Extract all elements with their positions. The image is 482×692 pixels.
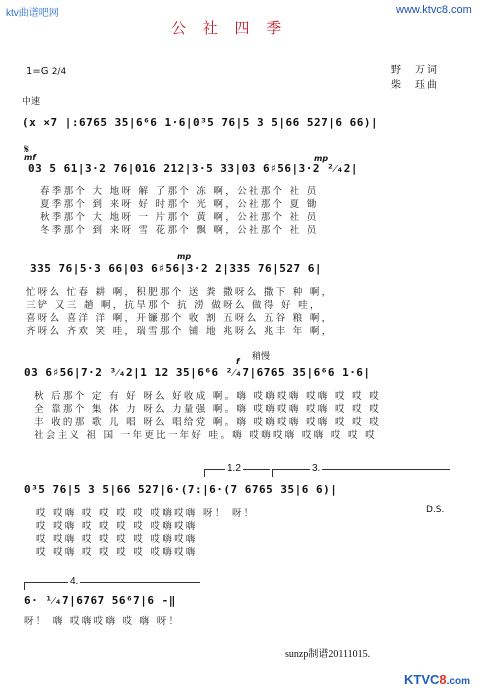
volta-bracket-2-edge — [272, 469, 273, 477]
watermark-right: www.ktvc8.com — [396, 4, 472, 16]
lyric-line: 夏季那个 到 来呀 好 时那个 光 啊，公社那个 夏 锄 — [40, 199, 319, 210]
tempo-change-marking: 稍慢 — [252, 352, 271, 362]
lyric-line: 全 靠那个 集 体 力 呀么 力量强 啊。嗨 哎嗨哎嗨 哎嗨 哎 哎 哎 — [34, 404, 382, 415]
dynamic-marking: mp — [314, 154, 329, 163]
score-row-2: 335 76|5·3 66|03 6♯56|3·2 2|335 76|527 6| — [30, 262, 323, 275]
key-signature — [26, 66, 66, 77]
lyricist-credit: 野 万词 — [391, 65, 439, 76]
volta-bracket-1-edge — [204, 469, 205, 477]
lyric-line: 哎 哎嗨 哎 哎 哎 哎 哎嗨哎嗨 呀！ 呀！ — [36, 508, 256, 519]
lyric-line: 三铲 又三 趟 啊，抗旱那个 抗 涝 做呀么 做得 好 哇， — [26, 300, 322, 311]
score-row-4: 0³5 76|5 3 5|66 527|6·(7:|6·(7 6765 35|6 6)| — [24, 483, 338, 496]
lyric-line: 丰 收的那 歌 儿 唱 呀么 唱给党 啊。嗨 哎嗨哎嗨 哎嗨 哎 哎 哎 — [34, 417, 382, 428]
score-row-1: 03 5 61|3·2 76|016 212|3·5 33|03 6♯56|3·2 ²⁄₄2| — [28, 162, 358, 175]
volta-bracket-2 — [272, 469, 450, 470]
logo-8-text: 8 — [439, 672, 447, 687]
site-logo — [404, 672, 470, 687]
volta-bracket-4 — [24, 582, 200, 583]
lyric-line: 忙呀么 忙春 耕 啊，积肥那个 送 粪 撒呀么 撒下 种 啊， — [26, 287, 334, 298]
lyric-line: 喜呀么 喜洋 洋 啊，开镰那个 收 割 五呀么 五谷 粮 啊， — [26, 313, 334, 324]
key-label: 1=G — [26, 66, 49, 77]
volta-bracket-4-edge — [24, 582, 25, 590]
lyric-line: 呀！ 嗨 哎嗨哎嗨 哎 嗨 呀！ — [24, 616, 181, 627]
transcriber-credit: sunzp制谱20111015. — [285, 649, 371, 660]
logo-com-text: .com — [446, 676, 470, 687]
lyric-line: 春季那个 大 地呀 解 了那个 冻 啊，公社那个 社 员 — [40, 186, 319, 197]
volta-label-1: 1.2 — [227, 463, 241, 474]
lyric-line: 秋季那个 大 地呀 一 片那个 黄 啊，公社那个 社 员 — [40, 212, 319, 223]
dynamic-marking: mf — [24, 153, 36, 162]
lyric-line: 哎 哎嗨 哎 哎 哎 哎 哎嗨哎嗨 — [36, 547, 198, 558]
volta-label-4: 4. — [70, 576, 79, 587]
song-title: 公 社 四 季 — [171, 19, 288, 37]
lyric-line: 哎 哎嗨 哎 哎 哎 哎 哎嗨哎嗨 — [36, 521, 198, 532]
tempo-marking: 中速 — [22, 97, 41, 107]
segno-icon: 𝄋 — [24, 142, 30, 156]
logo-ktv-text: KTV — [404, 672, 430, 687]
time-signature: 2/4 — [51, 67, 67, 77]
lyric-line: 秋 后那个 定 有 好 呀么 好收成 啊。嗨 哎嗨哎嗨 哎嗨 哎 哎 哎 — [34, 391, 382, 402]
lyric-line: 齐呀么 齐欢 笑 哇，瑞雪那个 铺 地 兆呀么 兆丰 年 啊， — [26, 326, 334, 337]
lyric-line: 冬季那个 到 来呀 雪 花那个 飘 啊，公社那个 社 员 — [40, 225, 319, 236]
lyric-line: 社会主义 祖 国 一年更比一年好 哇。嗨 哎嗨哎嗨 哎嗨 哎 哎 哎 — [34, 430, 377, 441]
volta-label-2: 3. — [312, 463, 321, 474]
logo-c-text: C — [430, 672, 440, 687]
score-row-5: 6· ¹⁄₄7|6767 56⁶7|6 -‖ — [24, 594, 176, 607]
dal-segno-marking: D.S. — [426, 505, 445, 515]
watermark-left: ktv曲谱吧网 — [6, 8, 59, 19]
composer-credit: 柴 珏曲 — [391, 80, 439, 91]
dynamic-marking: mp — [177, 252, 192, 261]
score-row-intro: (x ×7 |:6765 35|6⁶6 1·6|0³5 76|5 3 5|66 527|6 66)| — [22, 116, 379, 129]
lyric-line: 哎 哎嗨 哎 哎 哎 哎 哎嗨哎嗨 — [36, 534, 198, 545]
dynamic-marking: f — [236, 357, 240, 366]
score-row-3: 03 6♯56|7·2 ³⁄₄2|1 12 35|6⁶6 ²⁄₄7|6765 35|6⁶6 1·6| — [24, 366, 371, 379]
